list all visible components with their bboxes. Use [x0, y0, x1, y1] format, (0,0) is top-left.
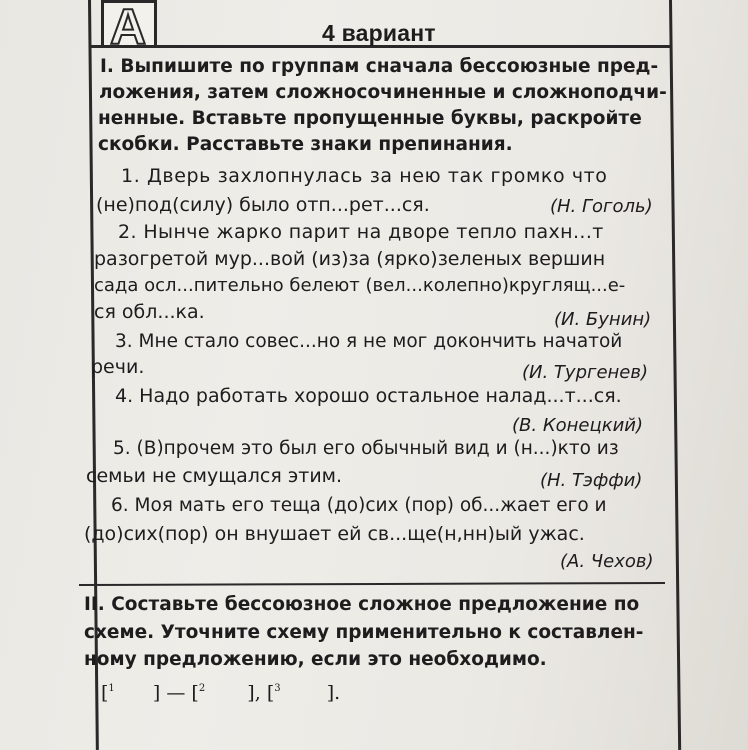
sentence-2-line-2: разогретой мур...вой (из)за (ярко)зеленых вершин	[94, 248, 606, 270]
scheme-number-3: 3	[274, 683, 281, 694]
scheme-bracket-1-close: ]	[152, 682, 161, 704]
sentence-6-author: (А. Чехов)	[560, 551, 654, 572]
sentence-3-line-2: речи.	[91, 356, 145, 378]
task1-line-4: скобки. Расставьте знаки препинания.	[98, 134, 513, 155]
sentence-6-line-1: 6. Моя мать его теща (до)сих (пор) об...жает его и	[111, 495, 607, 516]
scheme-period: .	[334, 682, 341, 704]
scheme-dash: —	[166, 682, 186, 704]
sentence-3-line-1: 3. Мне стало совес...но я не мог докончить начатой	[115, 331, 623, 352]
frame-divider-line	[79, 582, 665, 586]
frame-right-line	[669, 0, 681, 750]
scheme-number-1: 1	[108, 683, 115, 694]
sentence-5-line-2: семьи не смущался этим.	[86, 465, 343, 487]
scheme-bracket-3-open: [	[266, 682, 275, 704]
task1-line-3: ненные. Вставьте пропущенные буквы, раскройте	[98, 108, 642, 129]
sentence-2-line-3: сада осл...пительно белеют (вел...колепно)круглящ...е-	[94, 275, 626, 296]
task1-line-2: ложения, затем сложносочиненные и сложноподчи-	[99, 82, 667, 103]
sentence-4-author: (В. Конецкий)	[512, 415, 643, 436]
sentence-2-author: (И. Бунин)	[554, 309, 652, 330]
sentence-2-line-4: ся обл...ка.	[94, 301, 205, 323]
task2-line-3: ному предложению, если это необходимо.	[84, 649, 547, 670]
task2-line-2: схеме. Уточните схему применительно к составлен-	[84, 622, 644, 643]
scheme-comma: ,	[254, 682, 261, 704]
sentence-6-line-2: (до)сих(пор) он внушает ей св...ще(н,нн)ый ужас.	[84, 523, 585, 545]
variant-letter-box	[101, 0, 157, 55]
scheme-bracket-2-open: [	[191, 682, 199, 704]
variant-letter: А	[110, 0, 147, 55]
sentence-5-line-1: 5. (В)прочем это был его обычный вид и (н...)кто из	[113, 438, 619, 459]
task2-line-1: II. Составьте бессоюзное сложное предложение по	[84, 594, 640, 615]
scheme-bracket-1-open: [	[101, 682, 109, 704]
sentence-4-line-1: 4. Надо работать хорошо остальное налад...т...ся.	[115, 385, 622, 407]
sentence-1-line-1: 1. Дверь захлопнулась за нею так громко что	[121, 165, 608, 187]
page-title: 4 вариант	[322, 20, 436, 46]
sentence-5-author: (Н. Тэффи)	[540, 470, 643, 491]
sentence-1-line-2: (не)под(силу) было отп...рет...ся.	[96, 194, 430, 216]
sentence-1-author: (Н. Гоголь)	[550, 196, 653, 217]
sentence-3-author: (И. Тургенев)	[522, 362, 649, 383]
task1-line-1: I. Выпишите по группам сначала бессоюзные пред-	[100, 56, 659, 77]
sentence-scheme	[101, 684, 340, 703]
sentence-2-line-1: 2. Нынче жарко парит на дворе тепло пахн...т	[118, 221, 604, 243]
scheme-bracket-3-close: ]	[326, 682, 335, 704]
scheme-bracket-2-close: ]	[247, 682, 255, 704]
scheme-number-2: 2	[198, 683, 206, 694]
